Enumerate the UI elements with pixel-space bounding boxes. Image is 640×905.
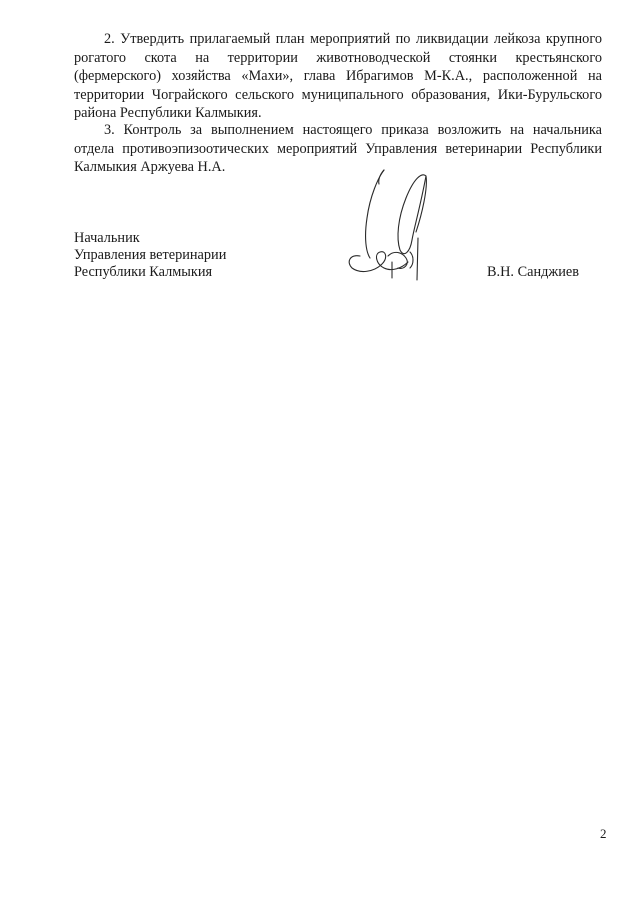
signatory-title-line: Республики Калмыкия [74, 264, 213, 280]
paragraph-item-2: 2. Утвердить прилагаемый план мероприятий по ликвидации лейкоза крупного рогатого скота на территории животноводческой стоянки крестьянского (фермерского) хозяйства «Махи», глава Ибрагимов М-К.А., расположенной на территории Чограйского сельского муниципального образования, Ики-Бурульского района Республики Калмыкия. [74, 31, 602, 121]
page-number: 2 [600, 826, 607, 841]
signatory-title-line: Управления ветеринарии [74, 247, 227, 263]
signatory-title [74, 230, 226, 281]
handwritten-signature-icon [340, 168, 440, 286]
signatory-title-line: Начальник [74, 230, 140, 246]
signatory-name: В.Н. Санджиев [487, 264, 580, 280]
paragraph-item-3: 3. Контроль за выполнением настоящего приказа возложить на начальника отдела противоэпизоотических мероприятий Управления ветеринарии Республики Калмыкия Аржуева Н.А. [74, 122, 602, 175]
